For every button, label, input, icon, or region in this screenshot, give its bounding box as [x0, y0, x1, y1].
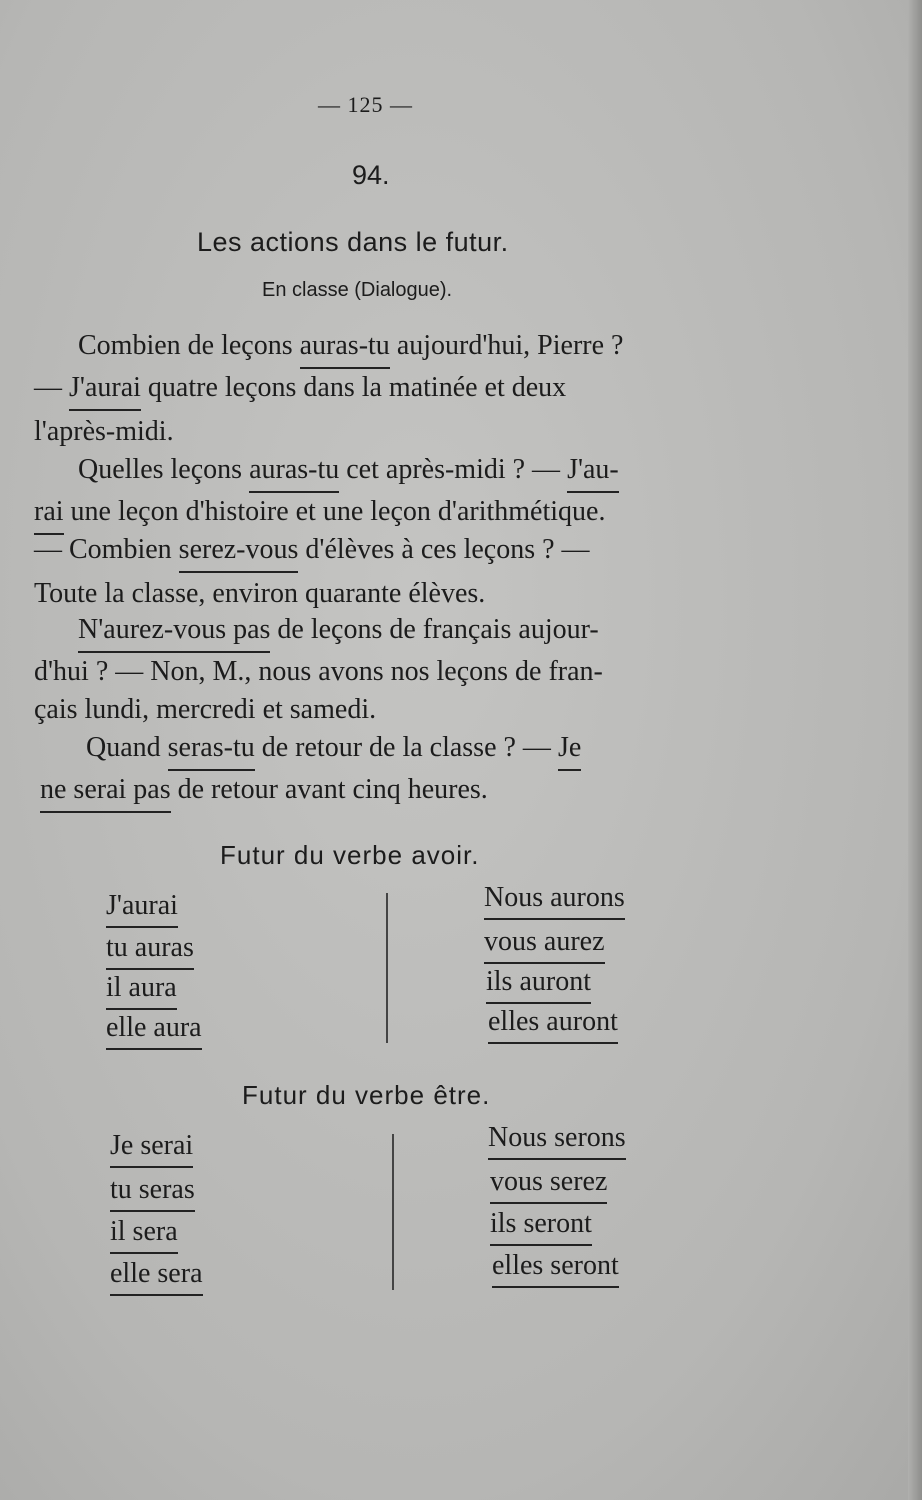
etre-singular-1: Je serai [110, 1130, 193, 1162]
etre-singular-3: il sera [110, 1216, 178, 1248]
etre-plural-4: elles seront [492, 1250, 619, 1282]
dialogue-line: rai une leçon d'histoire et une leçon d'arithmétique. [34, 496, 605, 528]
dialogue-line: Combien de leçons auras-tu aujourd'hui, Pierre ? [78, 330, 623, 362]
etre-singular-4: elle sera [110, 1258, 203, 1290]
dialogue-line: d'hui ? — Non, M., nous avons nos leçons de fran- [34, 656, 603, 687]
avoir-singular-3: il aura [106, 972, 177, 1004]
etre-divider [392, 1134, 394, 1290]
dialogue-line: ne serai pas de retour avant cinq heures. [40, 774, 488, 806]
avoir-plural-2: vous aurez [484, 926, 605, 958]
avoir-singular-4: elle aura [106, 1012, 202, 1044]
dialogue-line: Toute la classe, environ quarante élèves. [34, 578, 486, 609]
avoir-heading: Futur du verbe avoir. [220, 840, 480, 870]
dialogue-line: Quelles leçons auras-tu cet après-midi ? — J'au- [78, 454, 619, 486]
dialogue-line: — J'aurai quatre leçons dans la matinée et deux [34, 372, 566, 404]
dialogue-line: — Combien serez-vous d'élèves à ces leçons ? — [34, 534, 590, 566]
dialogue-line: Quand seras-tu de retour de la classe ? — Je [86, 732, 581, 764]
lesson-title: Les actions dans le futur. [197, 227, 509, 257]
dialogue-line: l'après-midi. [34, 416, 174, 447]
avoir-singular-1: J'aurai [106, 890, 178, 922]
avoir-divider [386, 893, 388, 1043]
etre-plural-1: Nous serons [488, 1122, 626, 1154]
avoir-plural-3: ils auront [486, 966, 591, 998]
avoir-plural-4: elles auront [488, 1006, 618, 1038]
avoir-singular-2: tu auras [106, 932, 194, 964]
page-number: — 125 — [318, 92, 413, 117]
lesson-number: 94. [352, 160, 390, 190]
dialogue-line: N'aurez-vous pas de leçons de français aujour- [78, 614, 599, 646]
avoir-plural-1: Nous aurons [484, 882, 625, 914]
etre-plural-3: ils seront [490, 1208, 592, 1240]
page-edge [908, 0, 922, 1500]
lesson-subtitle: En classe (Dialogue). [262, 279, 453, 301]
etre-singular-2: tu seras [110, 1174, 195, 1206]
dialogue-line: çais lundi, mercredi et samedi. [34, 694, 377, 725]
etre-heading: Futur du verbe être. [242, 1080, 491, 1110]
etre-plural-2: vous serez [490, 1166, 607, 1198]
